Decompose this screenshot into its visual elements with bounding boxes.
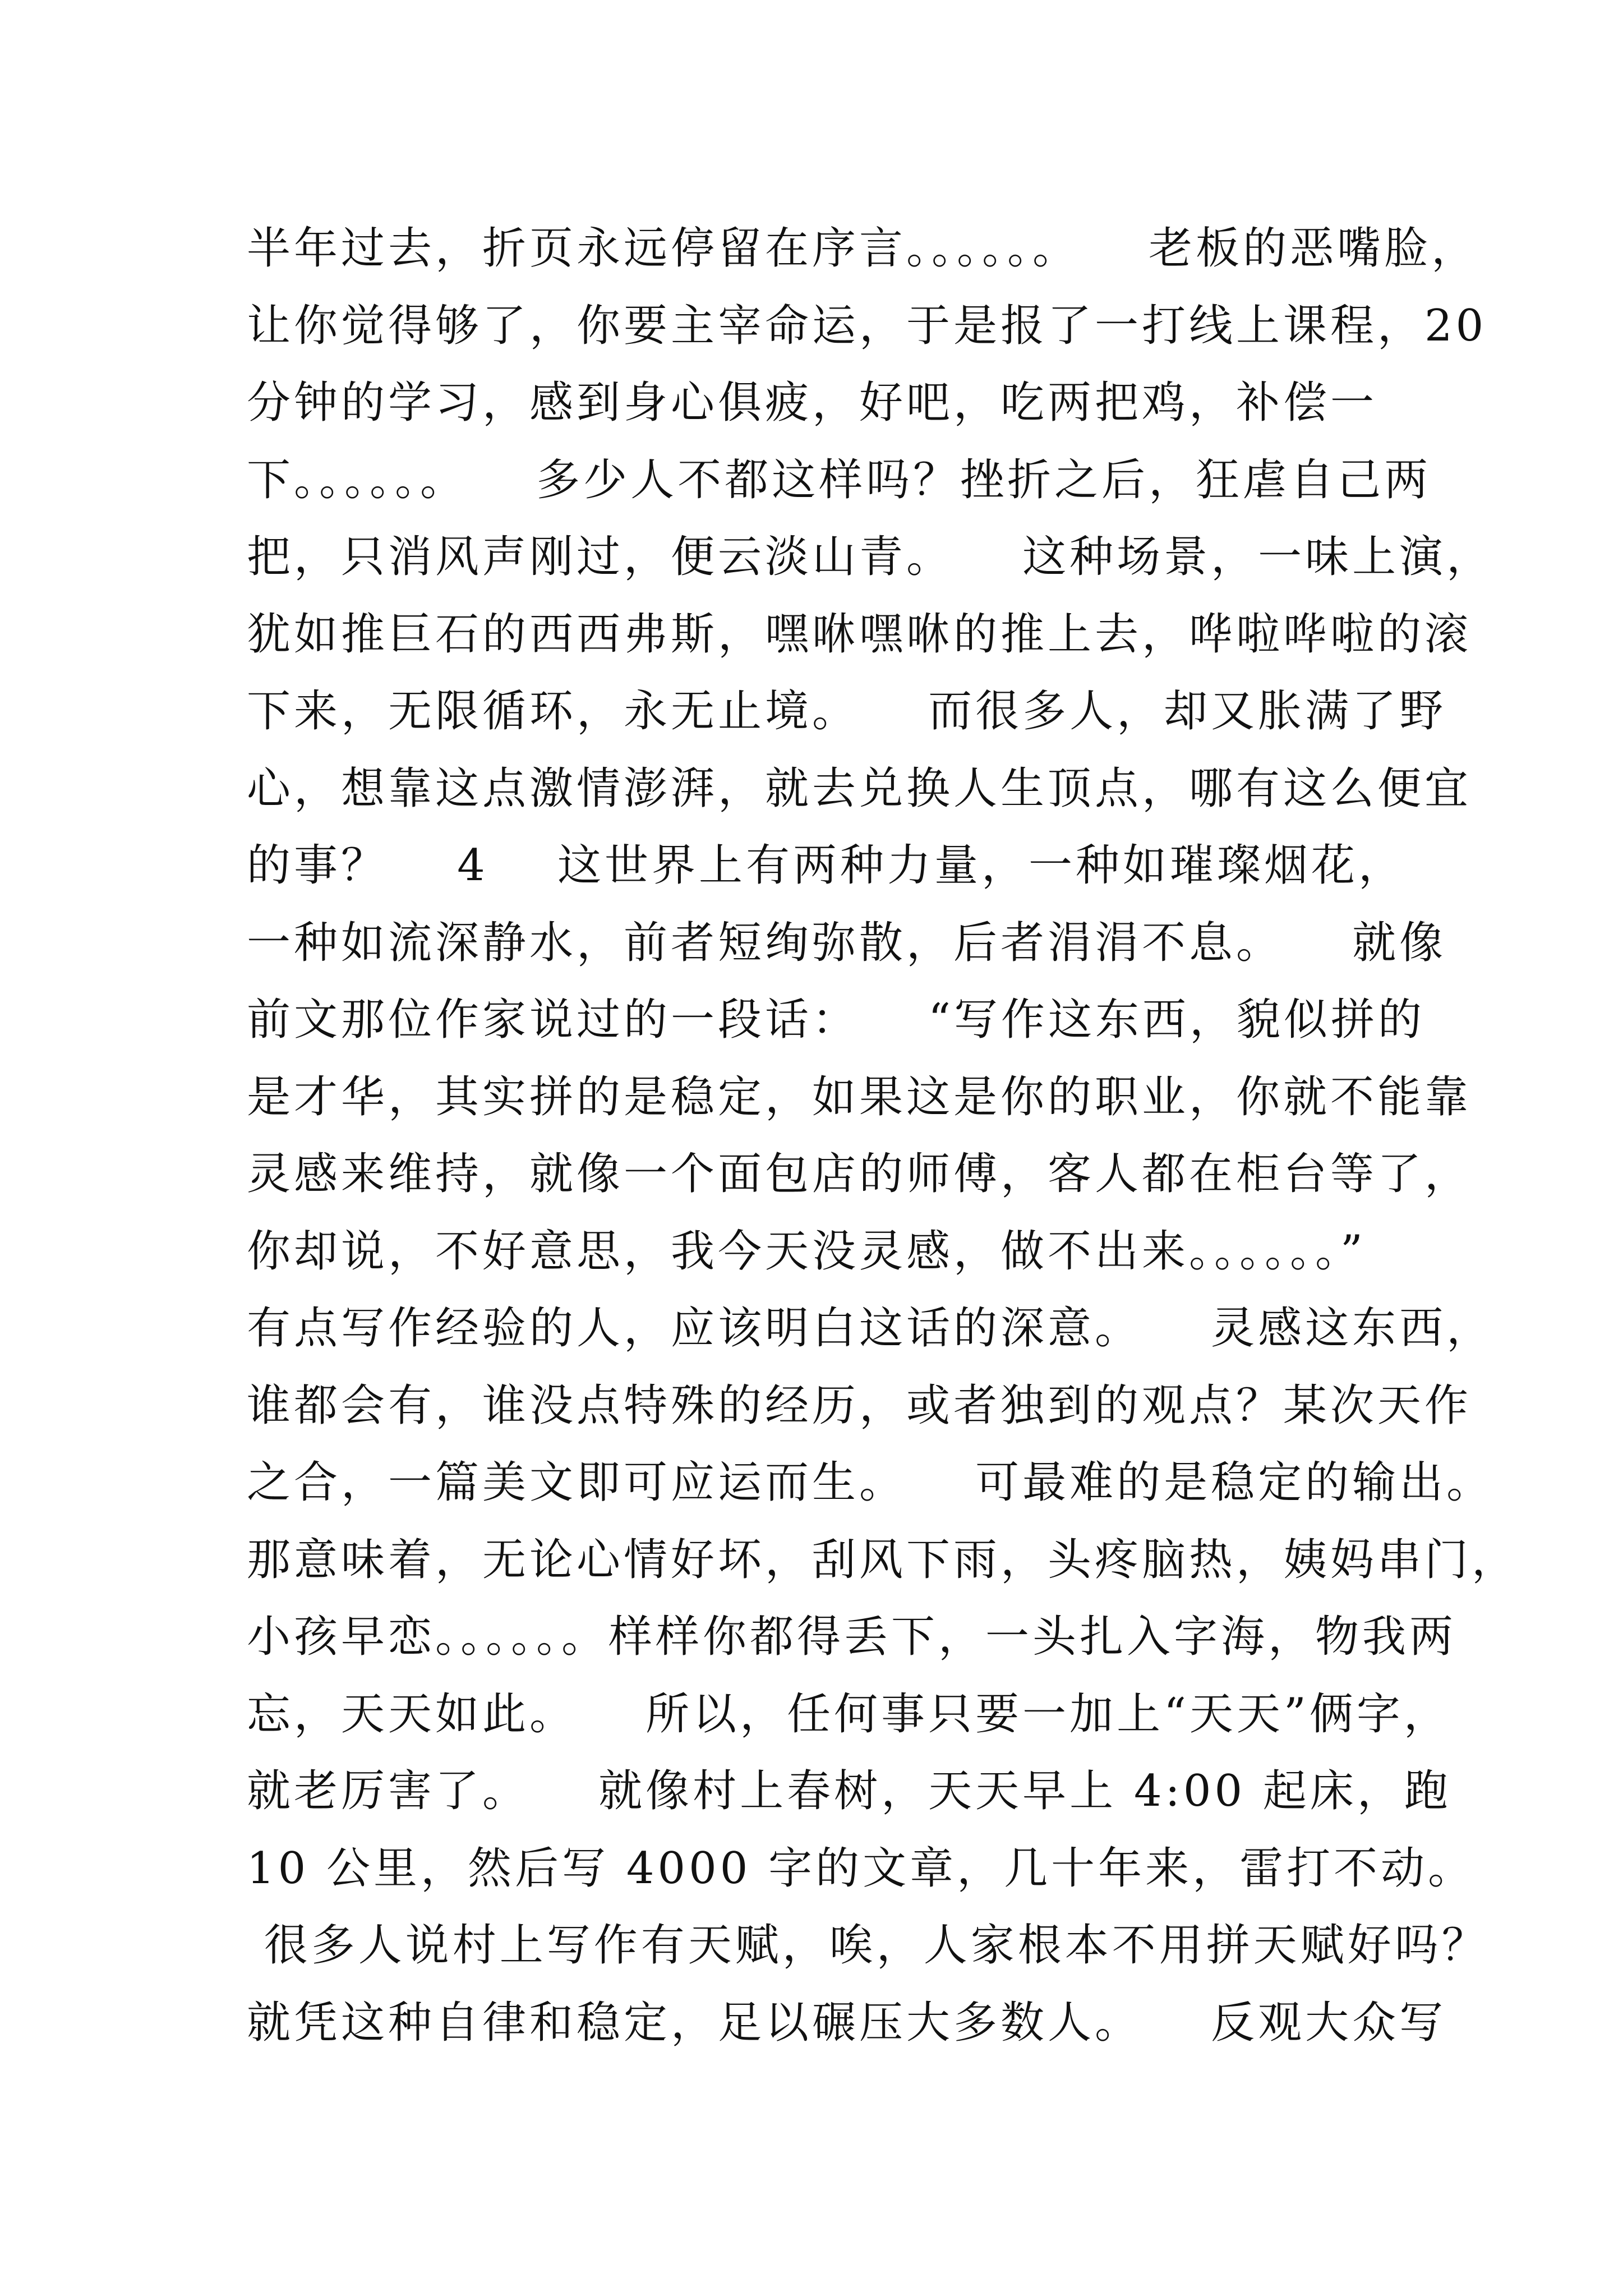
text-line: 是才华，其实拼的是稳定，如果这是你的职业，你就不能靠 <box>247 1071 1472 1122</box>
text-line: 把，只消风声刚过，便云淡山青。 这种场景，一味上演， <box>247 532 1494 582</box>
text-line: 小孩早恋。。。。。。样样你都得丢下，一头扎入字海，物我两 <box>247 1612 1457 1662</box>
text-line: 就凭这种自律和稳定，足以碾压大多数人。 反观大众写 <box>247 1997 1447 2048</box>
text-line: 那意味着，无论心情好坏，刮风下雨，头疼脑热，姨妈串门， <box>247 1534 1519 1585</box>
text-line: 忘，天天如此。 所以，任何事只要一加上“天天”俩字， <box>247 1688 1451 1740</box>
text-line: 下。。。。。。 多少人不都这样吗？挫折之后，狂虐自己两 <box>247 454 1432 505</box>
text-line: 之合，一篇美文即可应运而生。 可最难的是稳定的输出。 <box>247 1457 1494 1508</box>
text-line: 就老厉害了。 就像村上春树，天天早上 4:00 起床，跑 <box>247 1766 1451 1816</box>
text-line: 的事？ 4 这世界上有两种力量，一种如璀璨烟花， <box>247 840 1405 891</box>
text-line: 分钟的学习，感到身心俱疲，好吧，吃两把鸡，补偿一 <box>247 378 1378 428</box>
text-line: 谁都会有，谁没点特殊的经历，或者独到的观点？某次天作 <box>247 1380 1472 1431</box>
text-line: 心，想靠这点激情澎湃，就去兑换人生顶点，哪有这么便宜 <box>247 763 1472 814</box>
text-line: 你却说，不好意思，我今天没灵感，做不出来。。。。。。” <box>247 1226 1366 1277</box>
text-line: 很多人说村上写作有天赋，唉，人家根本不用拼天赋好吗？ <box>247 1920 1489 1971</box>
body-text <box>247 210 1519 2062</box>
text-line: 让你觉得够了，你要主宰命运，于是报了一打线上课程，20 <box>247 300 1487 351</box>
text-line: 下来，无限循环，永无止境。 而很多人，却又胀满了野 <box>247 686 1447 737</box>
text-line: 犹如推巨石的西西弗斯，嘿咻嘿咻的推上去，哗啦哗啦的滚 <box>247 609 1472 660</box>
text-line: 有点写作经验的人，应该明白这话的深意。 灵感这东西， <box>247 1303 1494 1354</box>
text-line: 灵感来维持，就像一个面包店的师傅，客人都在柜台等了， <box>247 1149 1472 1199</box>
text-line: 半年过去，折页永远停留在序言。。。。。。 老板的恶嘴脸， <box>247 223 1479 274</box>
text-line: 10 公里，然后写 4000 字的文章，几十年来，雷打不动。 <box>247 1843 1476 1894</box>
text-line: 前文那位作家说过的一段话： “写作这东西，貌似拼的 <box>247 995 1426 1045</box>
text-line: 一种如流深静水，前者短绚弥散，后者涓涓不息。 就像 <box>247 917 1447 968</box>
